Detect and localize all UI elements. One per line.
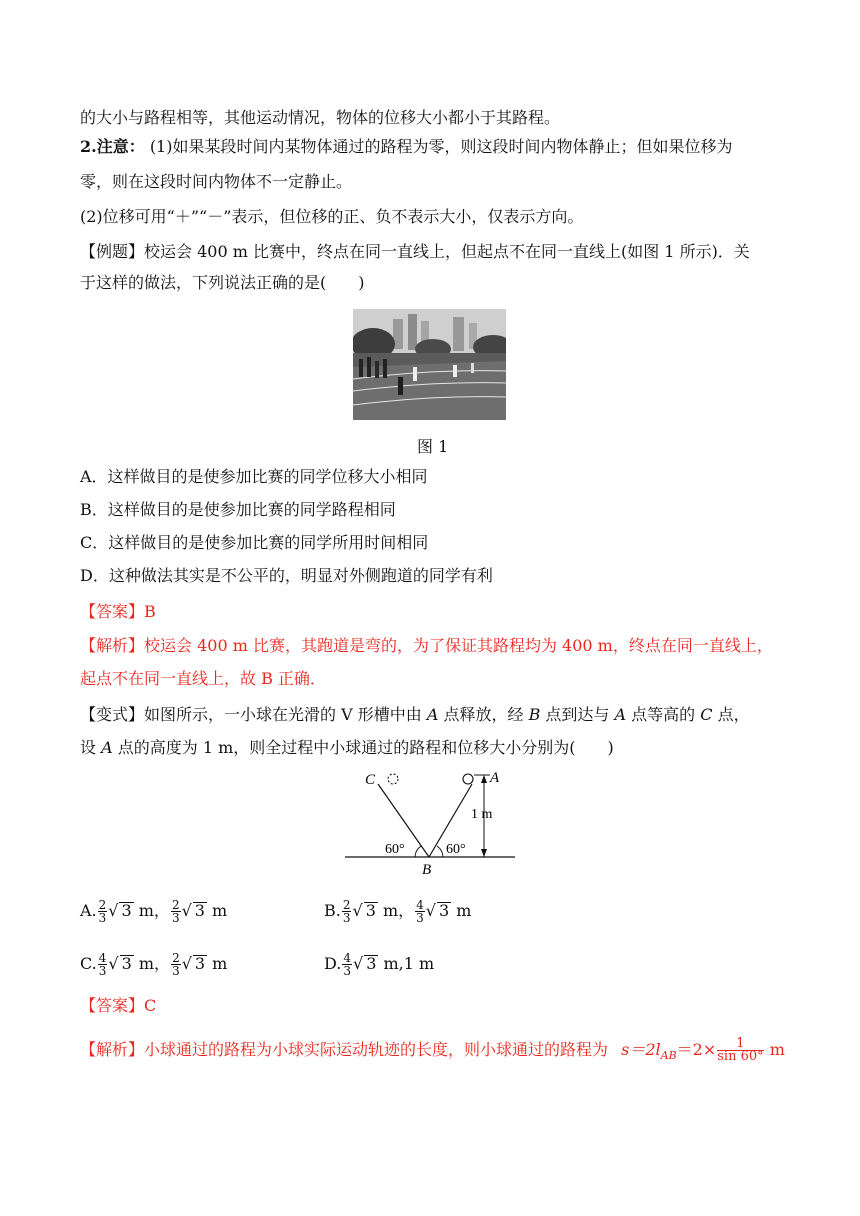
variant-var: A [426,705,439,724]
sqrt: 3 [438,901,450,920]
option-letter: B. [324,901,341,920]
text-line: (2)位移可用“＋”“－”表示，但位移的正、负不表示大小，仅表示方向。 [80,207,584,226]
variant-text: 点释放，经 [438,705,529,724]
sqrt: 3 [121,901,132,920]
option-letter: D. [324,954,342,973]
formula-subscript: AB [660,1049,677,1063]
label-c: C [365,772,376,788]
variant-var: B [528,705,541,724]
answer-1: 【答案】B [80,602,156,621]
explanation-text: 【解析】小球通过的路程为小球实际运动轨迹的长度，则小球通过的路程为 [80,1040,609,1059]
explanation-1-cont: 起点不在同一直线上，故 B 正确． [80,669,326,688]
note-text: (1)如果某段时间内某物体通过的路程为零，则这段时间内物体静止；但如果位移为 [149,137,733,156]
ball-a-icon [463,774,473,784]
variant-text: 【变式】如图所示，一小球在光滑的 V 形槽中由 [80,705,427,724]
option-letter: A. [80,901,97,920]
fraction: $\frac{2}{3}$ [98,898,107,925]
formula-unit: m [764,1040,785,1059]
option-b: B．这样做目的是使参加比赛的同学路程相同 [80,500,396,519]
track-photo [353,309,506,420]
fraction: $\frac{2}{3}$ [171,898,180,925]
text-line: 零，则在这段时间内物体不一定静止。 [80,172,353,191]
label-b: B [422,862,432,878]
angle-right-label: 60° [446,842,466,857]
sqrt: 3 [366,954,377,973]
fraction: $\frac{1}{\sin 60^\circ}$ [717,1036,764,1064]
variant-text: 点的高度为 1 m，则全过程中小球通过的路程和位移大小分别为( ) [112,738,614,757]
figure-caption: 图 1 [417,437,449,456]
variant-text: 点到达与 [540,705,615,724]
sqrt: 3 [121,954,132,973]
variant-question [80,705,750,725]
formula: ＝2× [676,1040,717,1059]
math-option-d: D. $\frac{4}{3}$ √ 3 m,1 m [324,951,435,978]
option-a: A．这样做目的是使参加比赛的同学位移大小相同 [80,467,428,486]
note-heading: 2.注意： [80,137,145,156]
option-d: D．这种做法其实是不公平的，明显对外侧跑道的同学有利 [80,566,493,585]
variant-text: 点， [712,705,750,724]
note-line [80,137,732,157]
math-option-a: A. $\frac{2}{3}$ √ 3 m， $\frac{2}{3}$ √ 3 m [80,898,228,925]
height-label: 1 m [471,807,493,822]
formula: s＝2l [621,1040,661,1059]
variant-var: C [700,705,713,724]
variant-text: 点等高的 [626,705,701,724]
explanation-1: 【解析】校运会 400 m 比赛，其跑道是弯的，为了保证其路程均为 400 m，终点在同一直线上， [80,636,773,655]
fraction: $\frac{4}{3}$ [98,951,107,978]
angle-left-label: 60° [385,842,405,857]
sqrt: 3 [365,901,376,920]
sqrt: 3 [194,954,206,973]
answer-2: 【答案】C [80,996,157,1015]
explanation-2 [80,1038,785,1066]
example-question-cont: 于这样的做法，下列说法正确的是( ) [80,273,365,292]
variant-text: 设 [80,738,102,757]
ball-c-icon [388,774,398,784]
math-option-c: C. $\frac{4}{3}$ √ 3 m， $\frac{2}{3}$ √ 3 m [80,951,228,978]
fraction: $\frac{2}{3}$ [342,898,351,925]
sqrt: 3 [194,901,205,920]
fraction: $\frac{4}{3}$ [416,898,424,925]
v-groove-diagram [340,766,520,882]
option-c: C．这样做目的是使参加比赛的同学所用时间相同 [80,533,429,552]
fraction: $\frac{4}{3}$ [343,951,351,978]
variant-var: A [101,738,113,757]
example-question: 【例题】校运会 400 m 比赛中，终点在同一直线上，但起点不在同一直线上(如图 1 所示)．关 [80,242,750,261]
variant-var: A [614,705,627,724]
math-option-b: B. $\frac{2}{3}$ √ 3 m， $\frac{4}{3}$ √ 3 m [324,898,472,925]
option-letter: C. [80,954,97,973]
fraction: $\frac{2}{3}$ [172,951,180,978]
label-a: A [490,770,500,786]
text-line: 的大小与路程相等，其他运动情况，物体的位移大小都小于其路程。 [80,108,561,127]
variant-question-cont [80,738,614,758]
